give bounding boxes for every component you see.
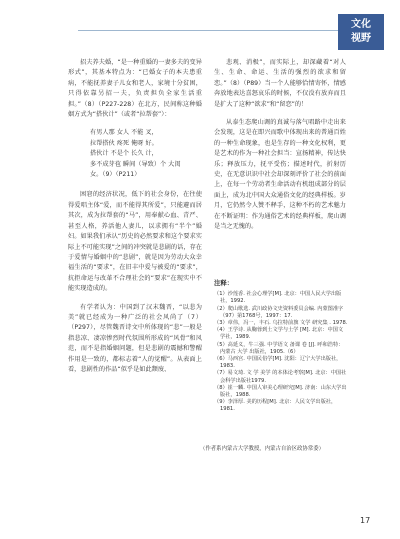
poem-line: 女。（9）（P211） (90, 171, 141, 179)
section-tab-line1: 文化 (351, 19, 371, 30)
section-tab (338, 14, 384, 50)
footnote-item: （7）易文琦. 文 学 美学 的本体论考察[M]. 北京：中国社会科学出版社1979. (214, 370, 347, 384)
header-rule (78, 30, 338, 31)
poem-line: 拉帮搭伙 疼死 俺呀 好。 (90, 139, 158, 147)
footnote-item: （6）马西宫. 中国民俗学[M]. 沈阳：辽宁大学出版社，1983. (214, 356, 342, 370)
footnote-item: （2）爬山歌选. 武川政协文史资料委员会编. 内蒙图准字（97）第1768号，1997：17. (214, 305, 344, 319)
right-paragraph-1: 悲观、消极”，而实际上，却深藏着“对人生、生命、命运、生活的强烈的欲求和留恋。”（8）（P89）当一个人能够恰情寄怀，情感奔放地表达喜怒哀乐的时候，不仅没有放弃而且是扩大了这种“欲求”和“留恋”的！ (214, 59, 346, 108)
left-paragraph-3: 有学者认为：中国到了汉末魏晋，“以悲为美”就已经成为一种广泛的社会风尚了（7）（P297），尽管魏晋诗文中所体现的“悲”一般是指悲凉、凄凉惨烈时代氛围所形成的“风骨”和风范，而不是指婚姻问题，但是悲剧的震撼和警醒作用是一致的，都标志着“人的觉醒”。从表面上看，悲剧性的作品“似乎是如此颓废、 (68, 303, 202, 373)
author-note: （作者系内蒙古大学教授，内蒙古自治区政协常委） (200, 446, 324, 452)
left-paragraph-1: 招夫养夫婚，“是一种重婚的一妻多夫的变异形式”，其基本特点为：“已婚女子的本夫患重病，不能抚养妻子儿女和老人，家境十分贫困，只得依靠另招一夫，负责担负全家生活重担。”（8）（P227-228）在北方，民间称这种婚姻方式为“搭伙计”（或者“拉帮套”）： (68, 59, 202, 119)
footnote-item: （4）王学诗. 从鞠蓉到土文学与土学 [M]. 北京：中国文学社，1989. (214, 327, 344, 341)
folk-song-quote (90, 128, 202, 180)
footnote-item: （3）章伟，冯一，丰石. 乌拉特前旗 文学 研究集 . 1978. (214, 320, 348, 327)
footnotes (214, 280, 348, 414)
right-column (214, 58, 346, 241)
right-paragraph-2: 从泰生态爬山调的真诚与落气唱路中走出来会发现，这是在即兴而歌中体现出来的普通百姓的一种生命现象，也是生存的一种文化权利，更是艺术的作为一种社会担当：宣扬精神，传达快乐；释放压力，抚平受伤；描述时代，折射历史，在无意识识中社会却深刻评价了社会的前面上，在每一个劳动者生命活动有机组成部分的层面上，成为北中国大众通俗文化的经典样板。岁月，它仍然令人赞不释手，这种不朽的艺术魅力在不断证明：作为通俗艺术的经典样板，爬山调是当之无愧的。 (214, 119, 346, 231)
footnote-item: （9）李泽厚. 美的历程[M]. 北京：人民文学出版社，1981. (214, 399, 337, 413)
poem-line: 有男人那 女人 不能 叉， (90, 129, 158, 137)
footnotes-title: 注释： (214, 279, 234, 287)
footnote-item: （8）崔一麟. 中国人审美心理研究[M]. 济南：山东大学出版社，1988. (214, 384, 347, 399)
footnote-item: （1）沙莲香. 社会心理学[M]. 北京：中国人民大学出版社，1992. (214, 291, 342, 305)
left-paragraph-2: 困窘的经济状况，低下的社会身份，在往使得爱唱主体“爱，而不能得其所爱”，只能避而居其次，成为拉帮套的“马”，用奉献心血、青严、甚至人格，养活他人妻儿，以求拥有“半个”婚妇。如果我们承认“历史的必然要求和这个要求实际上不可能实现”之间的冲突就是悲剧的话，存在于爱情与婚姻中的“悲剧”，就是因为劳动大众幸福生活的“要求”，在旧丰中爱与被爱的“要求”，抗拒命运与改革不合理社会的“要求”在现实中不能实现造成的。 (68, 191, 202, 293)
footnote-item: （5）高延义，牛三强. 中学语文 备课 卷 [J]. 呼和浩特：内蒙古 大学 出版社，1905.（6） (214, 341, 344, 355)
poem-line: 多不成芽苞 瞬间（导致）个 大闺 (90, 160, 181, 168)
poem-line: 搭伙计 不是个 长久 计， (90, 150, 158, 158)
left-column (68, 58, 202, 383)
page-number: 17 (360, 516, 371, 525)
section-tab-line2: 视野 (351, 33, 371, 44)
